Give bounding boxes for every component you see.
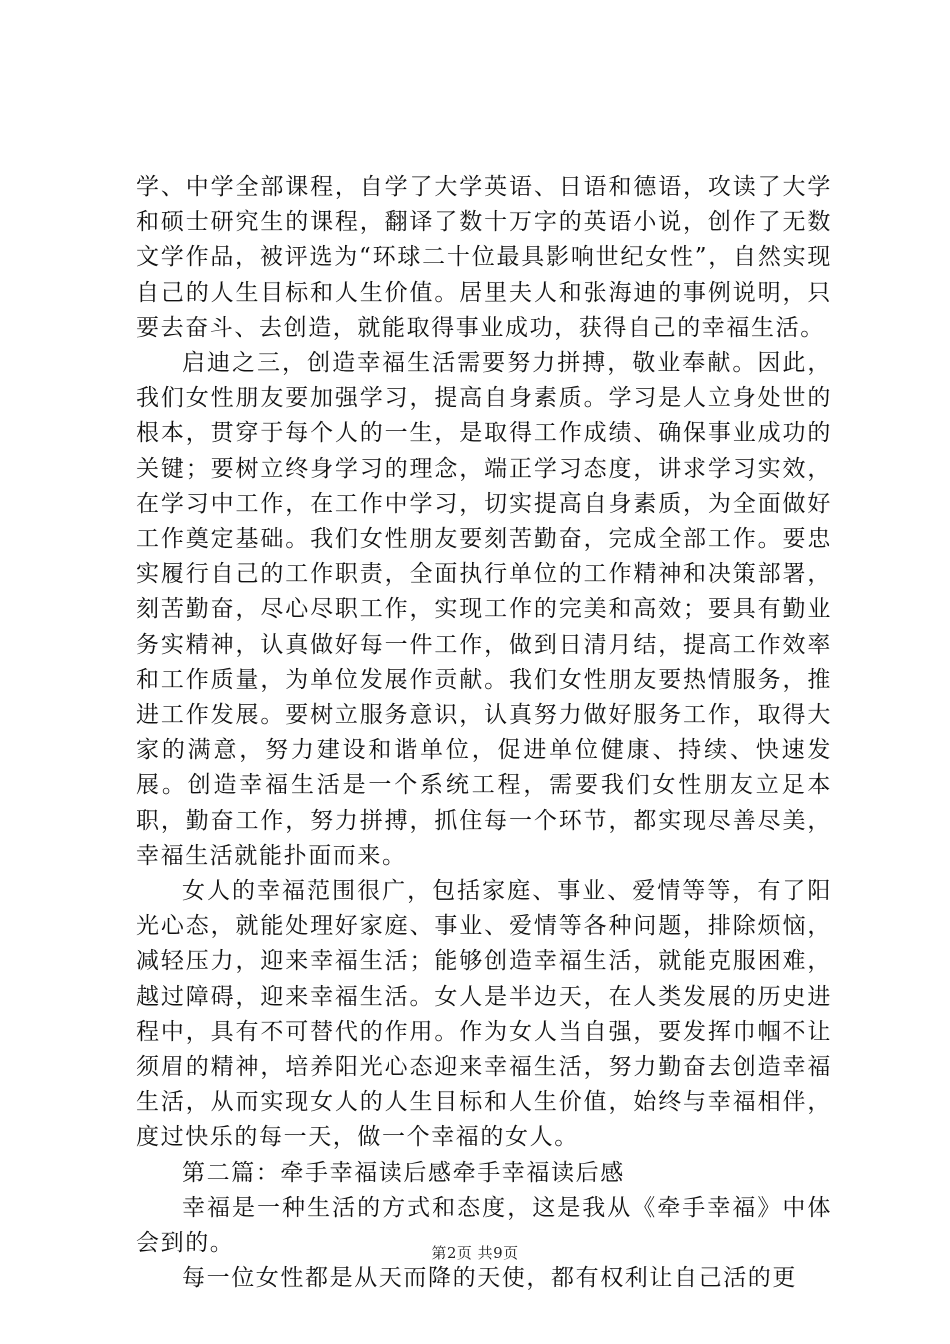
paragraph-3: 女人的幸福范围很广，包括家庭、事业、爱情等等，有了阳光心态，就能处理好家庭、事业、爱情等各种问题，排除烦恼，减轻压力，迎来幸福生活；能够创造幸福生活，就能克服困难，越过障碍，迎来幸福生活。女人是半边天，在人类发展的历史进程中，具有不可替代的作用。作为女人当自强，要发挥巾帼不让须眉的精神，培养阳光心态迎来幸福生活，努力勤奋去创造幸福生活，从而实现女人的人生目标和人生价值，始终与幸福相伴，度过快乐的每一天，做一个幸福的女人。 — [136, 878, 832, 1151]
paragraph-1: 学、中学全部课程，自学了大学英语、日语和德语，攻读了大学和硕士研究生的课程，翻译了数十万字的英语小说，创作了无数文学作品，被评选为“环球二十位最具影响世纪女性”，自然实现自己的人生目标和人生价值。居里夫人和张海迪的事例说明，只要去奋斗、去创造，就能取得事业成功，获得自己的幸福生活。 — [136, 174, 832, 341]
document-body — [136, 170, 832, 1297]
paragraph-5: 每一位女性都是从天而降的天使，都有权利让自己活的更 — [182, 1265, 797, 1292]
section-heading: 第二篇：牵手幸福读后感牵手幸福读后感 — [182, 1159, 625, 1186]
paragraph-2: 启迪之三，创造幸福生活需要努力拼搏，敬业奉献。因此，我们女性朋友要加强学习，提高自身素质。学习是人立身处世的根本，贯穿于每个人的一生，是取得工作成绩、确保事业成功的关键；要树立终身学习的理念，端正学习态度，讲求学习实效，在学习中工作，在工作中学习，切实提高自身素质，为全面做好工作奠定基础。我们女性朋友要刻苦勤奋，完成全部工作。要忠实履行自己的工作职责，全面执行单位的工作精神和决策部署，刻苦勤奋，尽心尽职工作，实现工作的完美和高效；要具有勤业务实精神，认真做好每一件工作，做到日清月结，提高工作效率和工作质量，为单位发展作贡献。我们女性朋友要热情服务，推进工作发展。要树立服务意识，认真努力做好服务工作，取得大家的满意，努力建设和谐单位，促进单位健康、持续、快速发展。创造幸福生活是一个系统工程，需要我们女性朋友立足本职，勤奋工作，努力拼搏，抓住每一个环节，都实现尽善尽美，幸福生活就能扑面而来。 — [136, 350, 832, 869]
paragraph-4: 幸福是一种生活的方式和态度，这是我从《牵手幸福》中体会到的。 — [136, 1194, 832, 1257]
page-footer: 第2页 共9页 — [431, 1244, 519, 1262]
